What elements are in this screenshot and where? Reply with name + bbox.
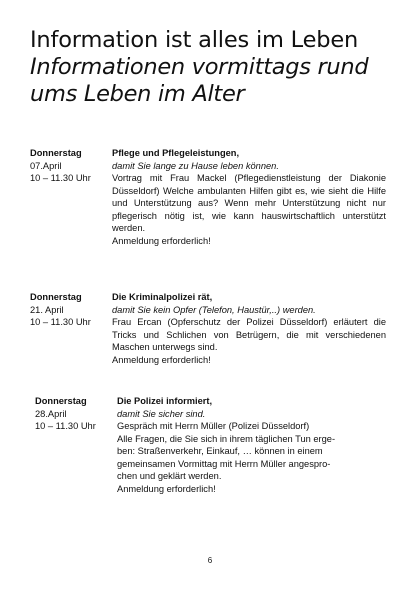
event-date: 21. April (30, 304, 64, 315)
page-number: 6 (207, 556, 213, 565)
event-day: Donnerstag (30, 292, 82, 302)
event-description-line: Alle Fragen, die Sie sich in ihrem täglichen Tun erge- (117, 433, 336, 444)
event-meta (35, 395, 117, 433)
page-subtitle-line-2: ums Leben im Alter (30, 81, 245, 107)
event-entry (35, 395, 395, 515)
event-time: 10 – 11.30 Uhr (30, 317, 91, 327)
event-entry (30, 147, 390, 267)
event-body (112, 147, 386, 247)
event-headline: Die Polizei informiert, (117, 396, 213, 406)
event-day: Donnerstag (30, 148, 82, 158)
event-subline: damit Sie lange zu Hause leben können. (112, 160, 279, 171)
page-title: Information ist alles im Leben (30, 27, 359, 53)
event-body (117, 395, 391, 495)
event-registration: Anmeldung erforderlich! (112, 235, 211, 246)
event-subline: damit Sie sicher sind. (117, 408, 206, 419)
event-meta (30, 291, 112, 329)
event-date: 28.April (35, 408, 67, 419)
event-day: Donnerstag (35, 396, 87, 406)
event-date: 07.April (30, 160, 62, 171)
event-registration: Anmeldung erforderlich! (112, 354, 211, 365)
event-time: 10 – 11.30 Uhr (30, 173, 91, 183)
event-subline: damit Sie kein Opfer (Telefon, Haustür,..) werden. (112, 304, 316, 315)
event-entry (30, 291, 390, 371)
event-time: 10 – 11.30 Uhr (35, 421, 96, 431)
page-subtitle-line-1: Informationen vormittags rund (30, 54, 369, 80)
event-meta (30, 147, 112, 185)
event-description-line: chen und geklärt werden. (117, 471, 222, 481)
event-description-line: ben: Straßenverkehr, Einkauf, … können in einem (117, 446, 323, 456)
page-title-block (30, 27, 410, 108)
event-body (112, 291, 386, 366)
event-description: Vortrag mit Frau Mackel (Pflegedienstleistung der Diakonie Düsseldorf) Welche ambulanten Hilfen gibt es, wie sieht die Hilfe und Unterstützung aus? Wenn mehr Unterstützung nicht nur pflegerisch nötig ist, wie kann hauswirtschaftlich unterstützt werden. (112, 173, 386, 233)
event-description-line: Gespräch mit Herrn Müller (Polizei Düsseldorf) (117, 421, 310, 431)
event-headline: Pflege und Pflegeleistungen, (112, 148, 240, 158)
event-registration: Anmeldung erforderlich! (117, 483, 216, 494)
event-headline: Die Kriminalpolizei rät, (112, 292, 213, 302)
event-description: Frau Ercan (Opferschutz der Polizei Düsseldorf) erläutert die Tricks und Schlichen von Betrügern, die mit verschiedenen Maschen unterwegs sind. (112, 317, 386, 352)
event-description-line: gemeinsamen Vormittag mit Herrn Müller angespro- (117, 458, 331, 469)
